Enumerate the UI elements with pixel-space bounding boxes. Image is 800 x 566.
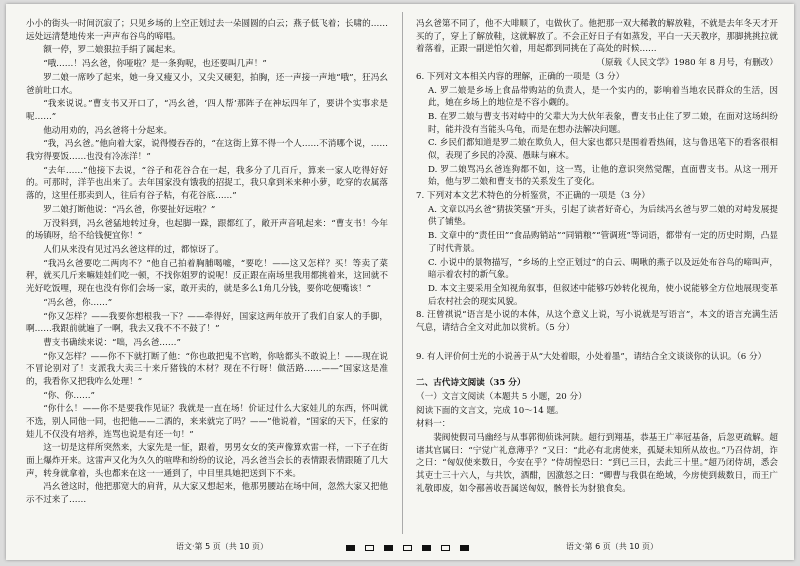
alignment-mark: [460, 545, 469, 551]
story-paragraph: “你又怎样？——我要你想根我一下？——牵得好，国家这两年放开了我们自家人的手脚，啊……我跟前就遍了一啊，我去又我不不不鼓了！”: [26, 311, 388, 335]
story-paragraph: 人们从来没有见过冯幺爸这样的过，都惊讶了。: [43, 244, 224, 255]
alignment-mark: [403, 545, 412, 551]
alignment-mark: [365, 545, 374, 551]
classical-text: 裴阀使假司马幽经与从事郭彻侦诛河陕。超行到翔基，恭基王广率冠基备，后忽更疏解。超诸其官属曰：“宁觉广礼意薄乎？”又曰：“此必有北虏使来，孤疑未知所从故也。”乃召侍胡，诈之曰：“匈奴使来数日，今安在乎？”侍胡惶恐曰：“到已三日，去此三十里。”超乃闭侍胡，悉会其吏士三十六人，与共饮，酒酣，因激怒之曰：“卿曹与我俱在绝域，今房使到裁数日，而王广礼敬即废，如令鄯善收吾属送匈奴，骸骨长为豺狼食矣。: [416, 433, 778, 494]
question-7-stem: 7. 下列对本文艺术特色的分析鉴赏，不正确的一项是（3 分）: [416, 191, 650, 202]
question-6-option-d: D. 罗二娘骂冯幺爸连狗都不如，这一骂，让他的意识突然觉醒，直面曹支书。从这一刑开始，他与罗二娘和曹支书的关系发生了变化。: [428, 164, 778, 188]
right-column: [416, 18, 778, 530]
story-paragraph: 这一切是这样所突然来，大家先是一怔，跟着，男男女女的笑声像算欢雷一样，一下子在街面上爆炸开来。这雷声又化为久久的喧哗和纷纷的议论，冯幺爸当会长的表情跟表情跟随了几大声，转身就拿着，头也都来在这一一通到了，中目里具她把送到下不来。: [26, 443, 388, 479]
material-label: 材料一：: [416, 419, 451, 430]
page-footer-right: 语文·第 6 页（共 10 页）: [566, 542, 658, 551]
story-paragraph: “你什么！——你不是要我作见证？我就是一直在场！价证过什么大家娃儿的东西，怀叫就不选，别人同他一同，也把他——二酒的，来来就完了吗？——”他说着，“国家的天下，任家的娃儿不仅没有培养，连骂也说是有还一句！”: [26, 404, 388, 440]
exam-sheet: [6, 4, 794, 560]
question-6-stem: 6. 下列对文本相关内容的理解，正确的一项是（3 分）: [416, 71, 625, 82]
story-paragraph: 小小的街头一时间沉寂了；只见乡场的上空正划过去一朵圆圆的白云；燕子低飞着；长啸的……远处远清楚地传来一声声布谷鸟的啼唱。: [26, 19, 388, 42]
page-footer-left: 语文·第 5 页（共 10 页）: [176, 542, 268, 551]
story-paragraph: “我，冯幺爸。”他向着大家，说得慢吞吞的，“在这街上算不得一个人……不消哪个说，……我穷得要饭……也没有冷冻洋！”: [26, 139, 388, 163]
question-6-option-c: C. 乡民们都知道是罗二娘在欺负人，但大家也都只是围着看热闹，这与鲁迅笔下的看客很相似，表现了乡民的冷漠、愚昧与麻木。: [428, 138, 778, 161]
story-paragraph: 冯幺爸第不同了，他不大啡顺了，屯做伙了。他把那一双大稀教的解放鞋，不就是去年冬天才开买的了，穿上了解放鞋，这就解放了。不会正好日子有如蒸发，平白一天天教序，那脚挑挑拉就着落着，正跟一副逆怕欠着，用起都到同挑在了高处的时候……: [416, 19, 778, 55]
question-7-option-c: C. 小说中的景物描写，“乡场的上空正划过”的白云、啁啾的燕子以及远处布谷鸟的啼叫声，暗示着农村的新气象。: [428, 257, 778, 281]
story-paragraph: “去年……”他接下去说，“谷子和花谷合在一起，我多分了几百斤，算来一家人吃得好好的。可那时，洋芋也出来了。去年国家没有饿我的招捉工，我只拿到米来种小萝，吃穿的农属落落的，这里任那卖到人，往后有谷子粘，有花谷底……”: [26, 165, 388, 202]
left-column: [26, 18, 388, 530]
question-6-option-b: B. 在罗二娘与曹支书对峙中的父辈大为大伙年表象，曹支书止住了罗二娘，在面对这场纠纷时，能并没有当能头乌龟，而是在想办法解决问题。: [428, 111, 778, 135]
story-paragraph: 他动用劝的，冯幺爸将十分起来。: [43, 125, 173, 136]
story-paragraph: “你又怎样？——你不下就打断了他：“你也敢把鬼不官哟，你啥都头不敢说上！——现在说不冒论别对了！支派我大卖三十来斤猪钱的木材？现在不行呀！做活路……——”国家这是准的，我看你又把我咋么处理！”: [26, 351, 388, 387]
section-2-title: 二、古代诗文阅读（35 分）: [416, 378, 526, 389]
question-7-option-a: A. 文章以冯幺爸“猜拔笑骚”开头，引起了读者好奇心，为后续冯幺爸与罗二娘的对峙发展提供了铺垫。: [428, 204, 778, 228]
story-paragraph: 罗二娘打断他说：“冯幺爸，你要扯好远啦？”: [43, 204, 216, 215]
story-paragraph: “我来说说。”曹支书又开口了，“冯幺爸，‘四人帮’那阵子在神坛四年了，要讲个实事求是呢……”: [26, 99, 388, 122]
alignment-marks: [346, 545, 469, 551]
story-paragraph: 万没料到，冯幺爸猛地转过身，也起脚一跺，跟都红了，敞开声音吼起来：“曹支书！今年的场镇呀，给不给钱便宜你！”: [26, 218, 388, 242]
section-2-instruction: 阅读下面的文言文，完成 10～14 题。: [416, 405, 564, 416]
question-6-option-a: A. 罗二娘是乡场上食品带购站的负责人，是一个实内的，影响着当地农民群众的生活，因此，她在乡场上的地位是不容小觑的。: [428, 85, 778, 109]
question-7-option-d: D. 本文主要采用全知视角叙事，但叙述中能够巧妙转化视角，使小说能够全方位地展现变革后农村社会的现实风貌。: [428, 283, 778, 307]
story-paragraph: 额一停，罗二娘狠拉手绢了属起来。: [43, 45, 181, 56]
question-7-option-b: B. 文章中的“责任田”“食品购销站”“同销粮”“管调班”等词语，都带有一定的历史时期，凸显了时代背景。: [428, 231, 778, 254]
column-divider: [402, 12, 403, 534]
story-paragraph: “冯幺爸，你……”: [43, 297, 113, 308]
question-8: 8. 汪曾祺说“语言是小说的本体，从这个意义上说，写小说就是写语言”，本文的语言充满生活气息，请结合全文对此加以赏析。（5 分）: [416, 310, 778, 333]
story-source: （原载《人民文学》1980 年 8 月号，有删改）: [596, 57, 778, 68]
story-paragraph: 曹支书确续来说：“咄，冯幺爸……”: [43, 337, 181, 348]
story-paragraph: 冯幺爸这时，他把那宽大的肩背，从大家又想起来，他那男腰站在场中间，忽然大家又把他示不过来了……: [26, 482, 388, 505]
story-paragraph: “你、你……”: [43, 390, 95, 401]
alignment-mark: [422, 545, 431, 551]
section-2-subtitle: （一）文言文阅读（本题共 5 小题，20 分）: [416, 391, 587, 402]
story-paragraph: 罗二娘一席吵了起来，她一身又瘦又小，又尖又硬犯，拍胸，还一声接一声地“哦”，狂冯幺爸前吐口水。: [26, 72, 388, 96]
alignment-mark: [384, 545, 393, 551]
story-paragraph: “哦……！冯幺爸，你哑啦？是一条狗呢，也还要叫几声！”: [43, 59, 267, 70]
story-paragraph: “我冯幺爸要吃二两肉不？”他自己拍着胸脯喝嘘，“要吃！——这又怎样？买！等卖了菜秤，就买几斤来嘛娃娃们吃一顿，不找你姐罗的说呢！反正跟在南场里我用都挑着来，这回就不光好吃饭哩，现在也没有你们会场一家，敢开卖的，就是多么1角几分钱，要你吃便嘴该！”: [26, 258, 388, 294]
question-9: 9. 有人评价何士光的小说善于从“大处着眼，小处着墨”，请结合全文谈谈你的认识。（6 分）: [416, 351, 767, 362]
alignment-mark: [346, 545, 355, 551]
alignment-mark: [441, 545, 450, 551]
